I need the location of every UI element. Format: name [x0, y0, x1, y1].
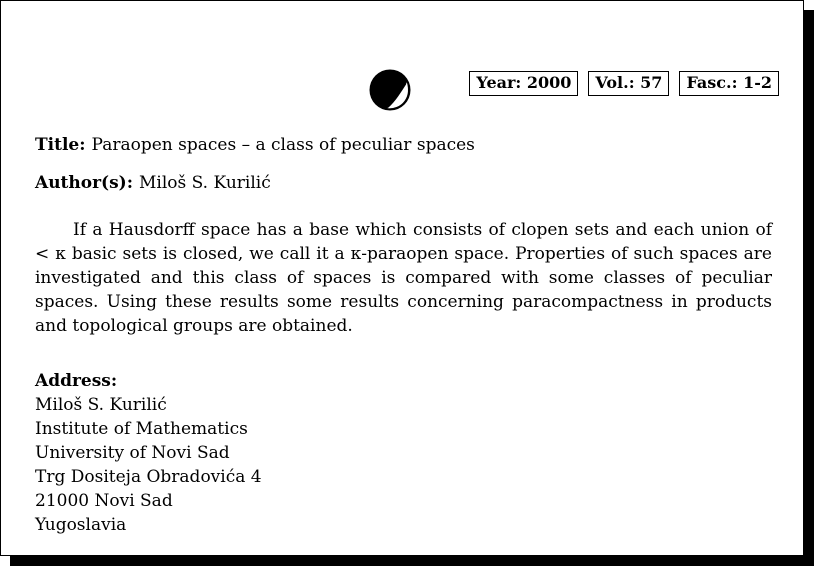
- paper-authors: Miloš S. Kurilić: [139, 173, 271, 193]
- year-box: Year: 2000: [469, 71, 578, 96]
- issue-info: [469, 71, 779, 96]
- address-block: [35, 369, 262, 537]
- abstract: If a Hausdorff space has a base which consists of clopen sets and each union of < κ basic sets is closed, we call it a κ-paraopen space. Properties of such spaces are investigated and this class of spaces is compared with some classes of peculiar spaces. Using these results some results concerning paracompactness in products and topological groups are obtained.: [35, 220, 772, 336]
- paper-title: Paraopen spaces – a class of peculiar spaces: [91, 135, 475, 155]
- address-line: Institute of Mathematics: [35, 419, 248, 439]
- title-label: Title:: [35, 135, 86, 155]
- address-label: Address:: [35, 371, 118, 391]
- address-line: Miloš S. Kurilić: [35, 395, 167, 415]
- address-line: University of Novi Sad: [35, 443, 230, 463]
- author-line: [35, 172, 271, 194]
- volume-box: Vol.: 57: [588, 71, 669, 96]
- author-label: Author(s):: [35, 173, 133, 193]
- title-line: [35, 134, 475, 156]
- address-line: 21000 Novi Sad: [35, 491, 173, 511]
- crescent-moon-logo-icon: [368, 68, 412, 112]
- address-line: Trg Dositeja Obradovića 4: [35, 467, 262, 487]
- address-line: Yugoslavia: [35, 515, 127, 535]
- fascicle-box: Fasc.: 1-2: [679, 71, 779, 96]
